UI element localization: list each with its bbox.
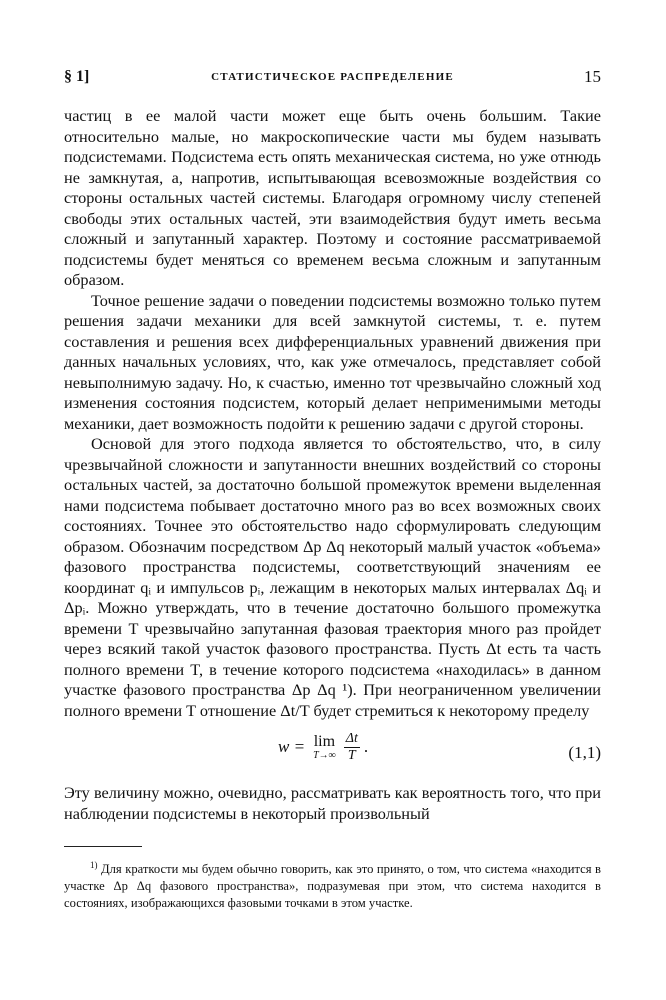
section-number: § 1] — [64, 68, 90, 85]
formula-lhs: w = — [278, 737, 306, 757]
paragraph-3: Основой для этого подхода является то обстоятельство, что, в силу чрезвычайной сложности и запутанности внешних воздействий со стороны остальных частей, за достаточно большой промежуток времени выделенная нами подсистема побывает достаточно много раз во всех возможных своих состояниях. Точнее это обстоятельство надо сформулировать следующим образом. Обозначим посредством Δp Δq некоторый малый участок «объема» фазового пространства подсистемы, соответствующий значениям ее координат qᵢ и импульсов pᵢ, лежащим в некоторых малых интервалах Δqᵢ и Δpᵢ. Можно утверждать, что в течение достаточно большого промежутка времени T чрезвычайно запутанная фазовая траектория много раз пройдет через всякий такой участок фазового пространства. Пусть Δt есть та часть полного времени T, в течение которого подсистема «находилась» в данном участке фазового пространства Δp Δq ¹). При неограниченном увеличении полного времени T отношение Δt/T будет стремиться к некоторому пределу — [64, 434, 601, 720]
running-title: СТАТИСТИЧЕСКОЕ РАСПРЕДЕЛЕНИЕ — [211, 71, 454, 83]
book-page — [64, 62, 601, 912]
limit-formula — [278, 731, 368, 764]
running-header — [64, 62, 601, 92]
equation-1-1 — [64, 721, 601, 783]
limit-symbol: lim — [313, 733, 336, 750]
page-number: 15 — [584, 67, 601, 86]
equation-number: (1,1) — [568, 743, 601, 762]
formula-period: . — [363, 737, 369, 757]
footnote-text: Для краткости мы будем обычно говорить, как это принято, о том, что система «находится в участке Δp Δq фазового пространства», подразумевая при этом, что система находится в состояниях, изображающихся фазовыми точками в этом участке. — [64, 862, 601, 911]
paragraph-4: Эту величину можно, очевидно, рассматривать как вероятность того, что при наблюдении подсистемы в некоторый произвольный — [64, 783, 601, 823]
fraction — [344, 731, 360, 764]
paragraph-2: Точное решение задачи о поведении подсистемы возможно только путем решения задачи механики для всей замкнутой системы, т. е. путем составления и решения всех дифференциальных уравнений движения при данных начальных условиях, что, как уже отмечалось, представляет собой невыполнимую задачу. Но, к счастью, именно тот чрезвычайно сложный ход изменения состояния подсистем, который делает неприменимыми методы механики, дает возможность подойти к решению задачи с другой стороны. — [64, 290, 601, 433]
paragraph-1: частиц в ее малой части может еще быть очень большим. Такие относительно малые, но макроскопические части мы будем называть подсистемами. Подсистема есть опять механическая система, но уже отнюдь не замкнутая, а, напротив, испытывающая всевозможные воздействия со стороны остальных частей системы. Благодаря огромному числу степеней свободы этих остальных частей, эти взаимодействия будут иметь весьма сложный и запутанный характер. Поэтому и состояние рассматриваемой подсистемы будет меняться со временем весьма сложным и запутанным образом. — [64, 106, 601, 289]
main-text — [64, 106, 601, 824]
fraction-numerator: Δt — [345, 731, 358, 746]
footnote-mark: 1) — [90, 860, 98, 870]
footnote — [64, 857, 601, 912]
fraction-denominator: T — [347, 748, 356, 763]
footnote-rule — [64, 846, 142, 847]
limit-subscript: T→∞ — [313, 750, 336, 761]
limit-operator — [313, 733, 336, 762]
